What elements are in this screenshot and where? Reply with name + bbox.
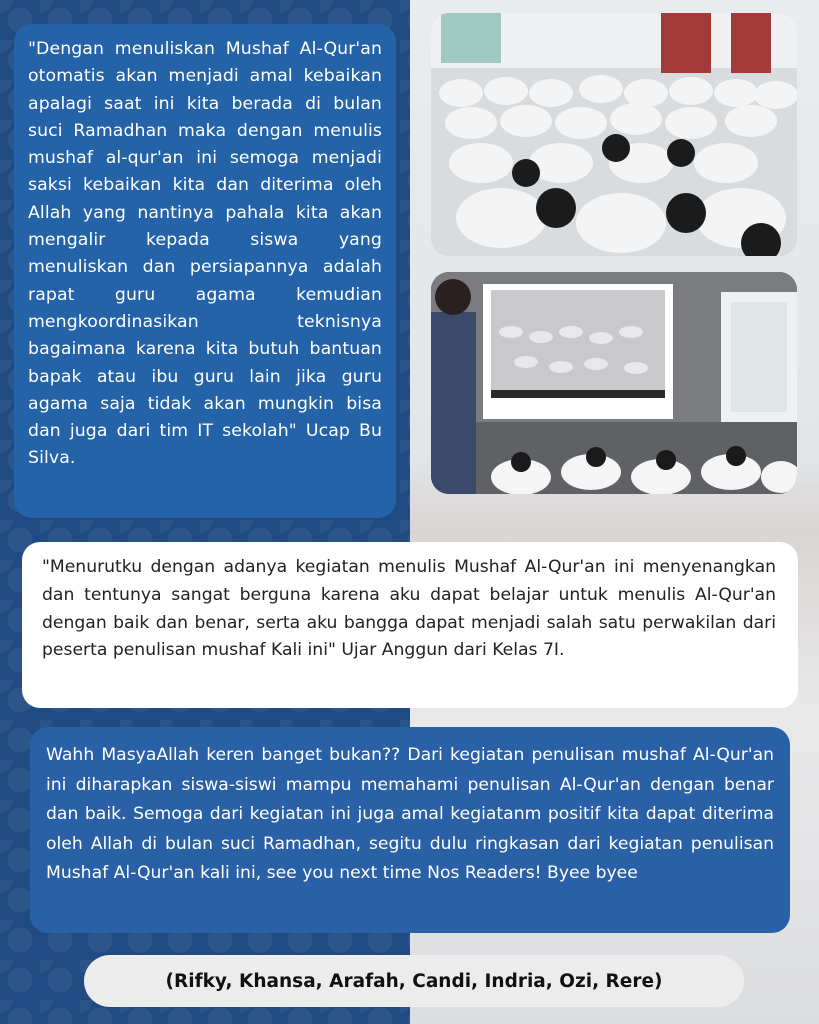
projector-hall-illustration <box>431 272 797 494</box>
closing-text: Wahh MasyaAllah keren banget bukan?? Dari kegiatan penulisan mushaf Al-Qur'an ini diharapkan siswa-siswi mampu memahami penulisan Al-Qur'an dengan benar dan baik. Semoga dari kegiatan ini juga amal kegiatanm positif kita dapat diterima oleh Allah di bulan suci Ramadhan, segitu dulu ringkasan dari kegiatan penulisan Mushaf Al-Qur'an kali ini, see you next time Nos Readers! Byee byee <box>46 745 774 884</box>
student-quote-text: "Menurutku dengan adanya kegiatan menulis Mushaf Al-Qur'an ini menyenangkan dan tentunya sangat berguna karena aku dapat belajar untuk menulis Al-Qur'an dengan baik dan benar, serta aku bangga dapat menjadi salah satu perwakilan dari peserta penulisan mushaf Kali ini" Ujar Anggun dari Kelas 7I. <box>42 557 776 661</box>
credits-pill <box>84 955 744 1007</box>
photo-students-writing <box>431 13 797 256</box>
teacher-quote-card <box>14 24 396 518</box>
students-writing-illustration <box>431 13 797 256</box>
closing-card <box>30 727 790 933</box>
credits-text: (Rifky, Khansa, Arafah, Candi, Indria, Ozi, Rere) <box>165 970 663 992</box>
photo-projector-hall <box>431 272 797 494</box>
teacher-quote-text: "Dengan menuliskan Mushaf Al-Qur'an otomatis akan menjadi amal kebaikan apalagi saat ini kita berada di bulan suci Ramadhan maka dengan menulis mushaf al-qur'an ini semoga menjadi saksi kebaikan kita dan diterima oleh Allah yang nantinya pahala kita akan mengalir kepada siswa yang menuliskan dan persiapannya adalah rapat guru agama kemudian mengkoordinasikan teknisnya bagaimana karena kita butuh bantuan bapak atau ibu guru lain jika guru agama saja tidak akan mungkin bisa dan juga dari tim IT sekolah" Ucap Bu Silva. <box>28 39 382 469</box>
student-quote-card <box>22 542 798 708</box>
